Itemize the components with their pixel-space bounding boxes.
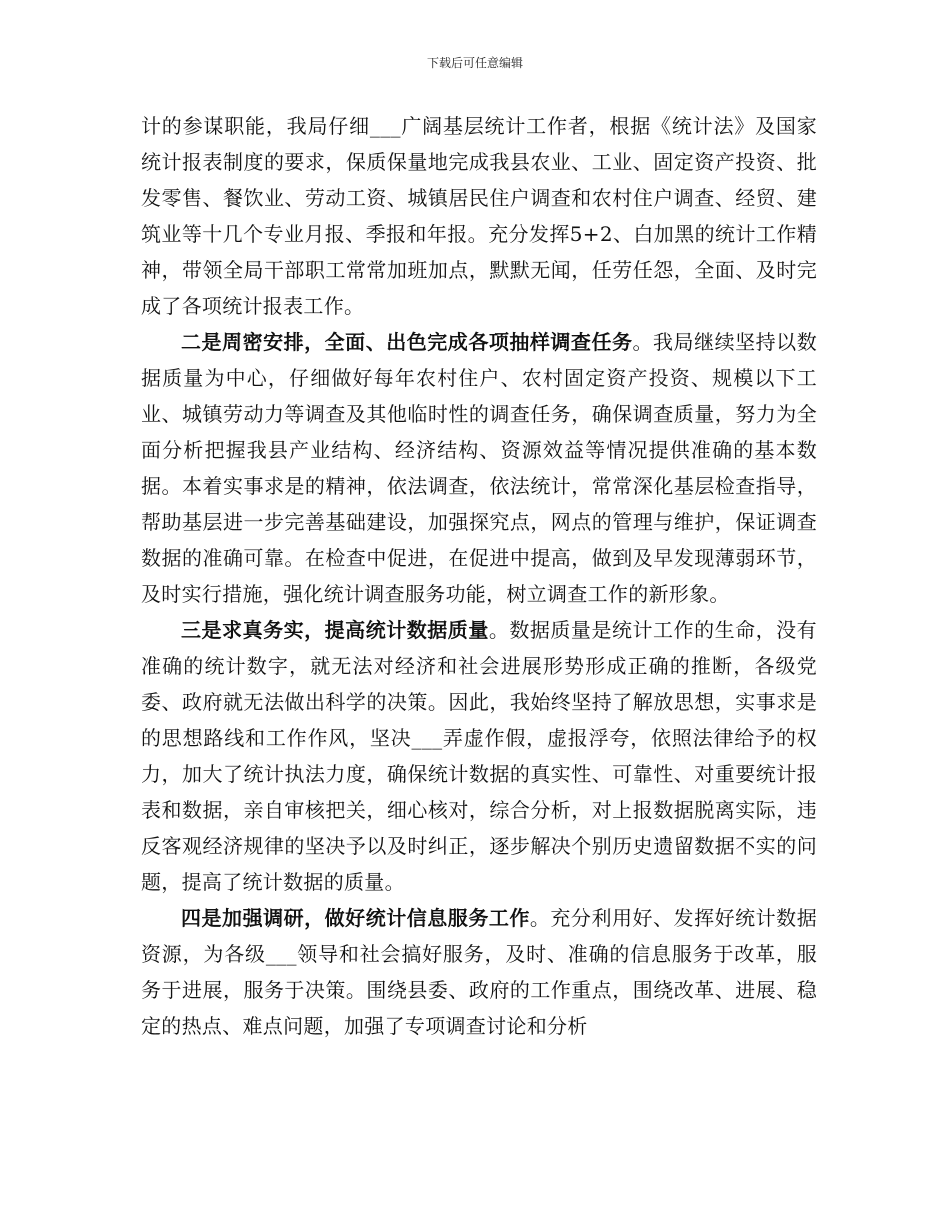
page-header: 下载后可任意编辑 xyxy=(426,56,523,70)
paragraph-body: 。数据质量是统计工作的生命，没有准确的统计数字，就无法对经济和社会进展形势形成正确的推断，各级党委、政府就无法做出科学的决策。因此，我始终坚持了解放思想，实事求是的思想路线和工作作风，坚决___弄虚作假，虚报浮夸，依照法律给予的权力，加大了统计执法力度，确保统计数据的真实性、可靠性、对重要统计报表和数据，亲自审核把关，细心核对，综合分析，对上报数据脱离实际，违反客观经济规律的坚决予以及时纠正，逐步解决个别历史遗留数据不实的问题，提高了统计数据的质量。 xyxy=(141,618,817,894)
paragraph-lead-heading: 二是周密安排，全面、出色完成各项抽样调查任务 xyxy=(181,330,633,354)
paragraph-data-quality xyxy=(141,612,817,900)
paragraph-body: 。我局继续坚持以数据质量为中心，仔细做好每年农村住户、农村固定资产投资、规模以下工业、城镇劳动力等调查及其他临时性的调查任务，确保调查质量，努力为全面分析把握我县产业结构、经济结构、资源效益等情况提供准确的基本数据。本着实事求是的精神，依法调查，依法统计，常常深化基层检查指导，帮助基层进一步完善基础建设，加强探究点，网点的管理与维护，保证调查数据的准确可靠。在检查中促进，在促进中提高，做到及早发现薄弱环节，及时实行措施，强化统计调查服务功能，树立调查工作的新形象。 xyxy=(141,330,817,606)
paragraph-sampling-survey xyxy=(141,324,817,612)
paragraph-info-service xyxy=(141,900,817,1044)
paragraph-continuation xyxy=(141,108,817,324)
paragraph-body: 。充分利用好、发挥好统计数据资源，为各级___领导和社会搞好服务，及时、准确的信息服务于改革，服务于进展，服务于决策。围绕县委、政府的工作重点，围绕改革、进展、稳定的热点、难点问题，加强了专项调查讨论和分析 xyxy=(141,906,817,1038)
paragraph-lead-heading: 四是加强调研，做好统计信息服务工作 xyxy=(181,906,530,930)
document-body xyxy=(141,108,817,1044)
paragraph-body: 计的参谋职能，我局仔细___广阔基层统计工作者，根据《统计法》及国家统计报表制度的要求，保质保量地完成我县农业、工业、固定资产投资、批发零售、餐饮业、劳动工资、城镇居民住户调查和农村住户调查、经贸、建筑业等十几个专业月报、季报和年报。充分发挥5+2、白加黑的统计工作精神，带领全局干部职工常常加班加点，默默无闻，任劳任怨，全面、及时完成了各项统计报表工作。 xyxy=(141,114,817,318)
paragraph-lead-heading: 三是求真务实，提高统计数据质量 xyxy=(181,618,489,642)
